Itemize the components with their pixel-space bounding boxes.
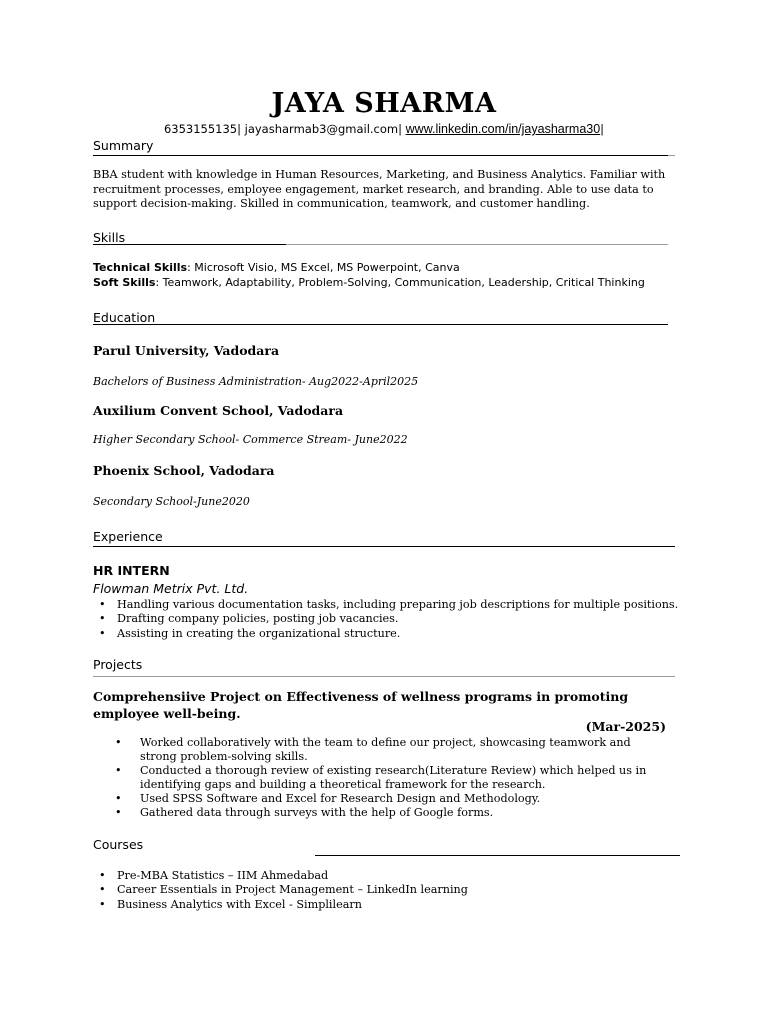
courses-divider [315, 855, 680, 856]
technical-skills-label: Technical Skills [93, 261, 188, 274]
projects-divider [93, 676, 675, 677]
list-item-text: Used SPSS Software and Excel for Research Design and Methodology. [140, 792, 541, 805]
experience-divider [93, 546, 675, 547]
education-detail: Higher Secondary School- Commerce Stream- June2022 [93, 433, 408, 446]
list-item-text: Drafting company policies, posting job vacancies. [117, 612, 399, 626]
list-item [99, 898, 679, 912]
skills-divider [93, 244, 286, 245]
education-institution: Auxilium Convent School, Vadodara [93, 403, 344, 418]
bullet-icon: • [99, 897, 106, 911]
bullet-icon: • [99, 612, 106, 626]
candidate-name: JAYA SHARMA [271, 88, 497, 119]
list-item [115, 806, 660, 820]
technical-skills [93, 261, 460, 274]
list-item [99, 883, 679, 897]
list-item-text: Business Analytics with Excel - Simplilearn [117, 897, 362, 911]
list-item [115, 764, 660, 792]
contact-line [0, 122, 768, 136]
bullet-icon: • [115, 736, 122, 749]
bullet-icon: • [99, 598, 106, 611]
list-item [99, 869, 679, 883]
soft-skills-value: : Teamwork, Adaptability, Problem-Solving, Communication, Leadership, Critical Thinking [155, 276, 645, 289]
list-item [115, 736, 660, 764]
education-heading: Education [93, 310, 156, 325]
project-bullets [115, 736, 660, 820]
experience-role: HR INTERN [93, 563, 170, 578]
education-detail: Secondary School-June2020 [93, 495, 250, 508]
list-item-text: Conducted a thorough review of existing research(Literature Review) which helped us in identifying gaps and building a theoretical framework for the research. [140, 764, 647, 791]
project-title: Comprehensiive Project on Effectiveness of wellness programs in promoting employee well-being. [93, 689, 629, 721]
list-item-text: Assisting in creating the organizational structure. [117, 626, 401, 640]
summary-heading: Summary [93, 138, 154, 153]
education-detail: Bachelors of Business Administration- Aug2022-April2025 [93, 375, 419, 388]
bullet-icon: • [99, 869, 106, 882]
list-item-text: Handling various documentation tasks, including preparing job descriptions for multiple positions. [117, 598, 679, 611]
experience-company: Flowman Metrix Pvt. Ltd. [93, 581, 249, 596]
bullet-icon: • [115, 806, 122, 819]
project-date: (Mar-2025) [585, 719, 666, 734]
experience-bullets [99, 598, 679, 641]
list-item [99, 627, 679, 641]
bullet-icon: • [115, 764, 122, 777]
soft-skills-label: Soft Skills [93, 276, 156, 289]
list-item-text: Pre-MBA Statistics – IIM Ahmedabad [117, 869, 329, 882]
list-item [99, 598, 679, 612]
summary-text: BBA student with knowledge in Human Resources, Marketing, and Business Analytics. Familiar with recruitment processes, employee engagement, market research, and branding. Able to use data to support decision-making. Skilled in communication, teamwork, and customer handling. [93, 168, 666, 210]
skills-divider-tail [286, 244, 668, 245]
contact-end: | [600, 122, 605, 136]
education-institution: Parul University, Vadodara [93, 343, 280, 358]
projects-heading: Projects [93, 657, 143, 672]
contact-text: 6353155135| jayasharmab3@gmail.com| [163, 122, 406, 136]
education-divider [93, 324, 668, 325]
summary-divider-tail [668, 155, 675, 156]
bullet-icon: • [99, 883, 106, 897]
courses-heading: Courses [93, 837, 144, 852]
bullet-icon: • [115, 792, 122, 805]
courses-list [99, 869, 679, 912]
linkedin-link[interactable]: www.linkedin.com/in/jayasharma30 [405, 122, 601, 136]
bullet-icon: • [99, 626, 106, 640]
skills-heading: Skills [93, 230, 126, 245]
technical-skills-value: : Microsoft Visio, MS Excel, MS Powerpoint, Canva [187, 261, 460, 274]
list-item [115, 792, 660, 806]
education-institution: Phoenix School, Vadodara [93, 463, 275, 478]
soft-skills [93, 276, 645, 289]
list-item-text: Career Essentials in Project Management – LinkedIn learning [117, 883, 468, 897]
list-item-text: Worked collaboratively with the team to define our project, showcasing teamwork and strong problem-solving skills. [140, 736, 631, 763]
list-item [99, 612, 679, 626]
summary-divider [93, 155, 668, 156]
experience-heading: Experience [93, 529, 163, 544]
list-item-text: Gathered data through surveys with the help of Google forms. [140, 806, 494, 819]
